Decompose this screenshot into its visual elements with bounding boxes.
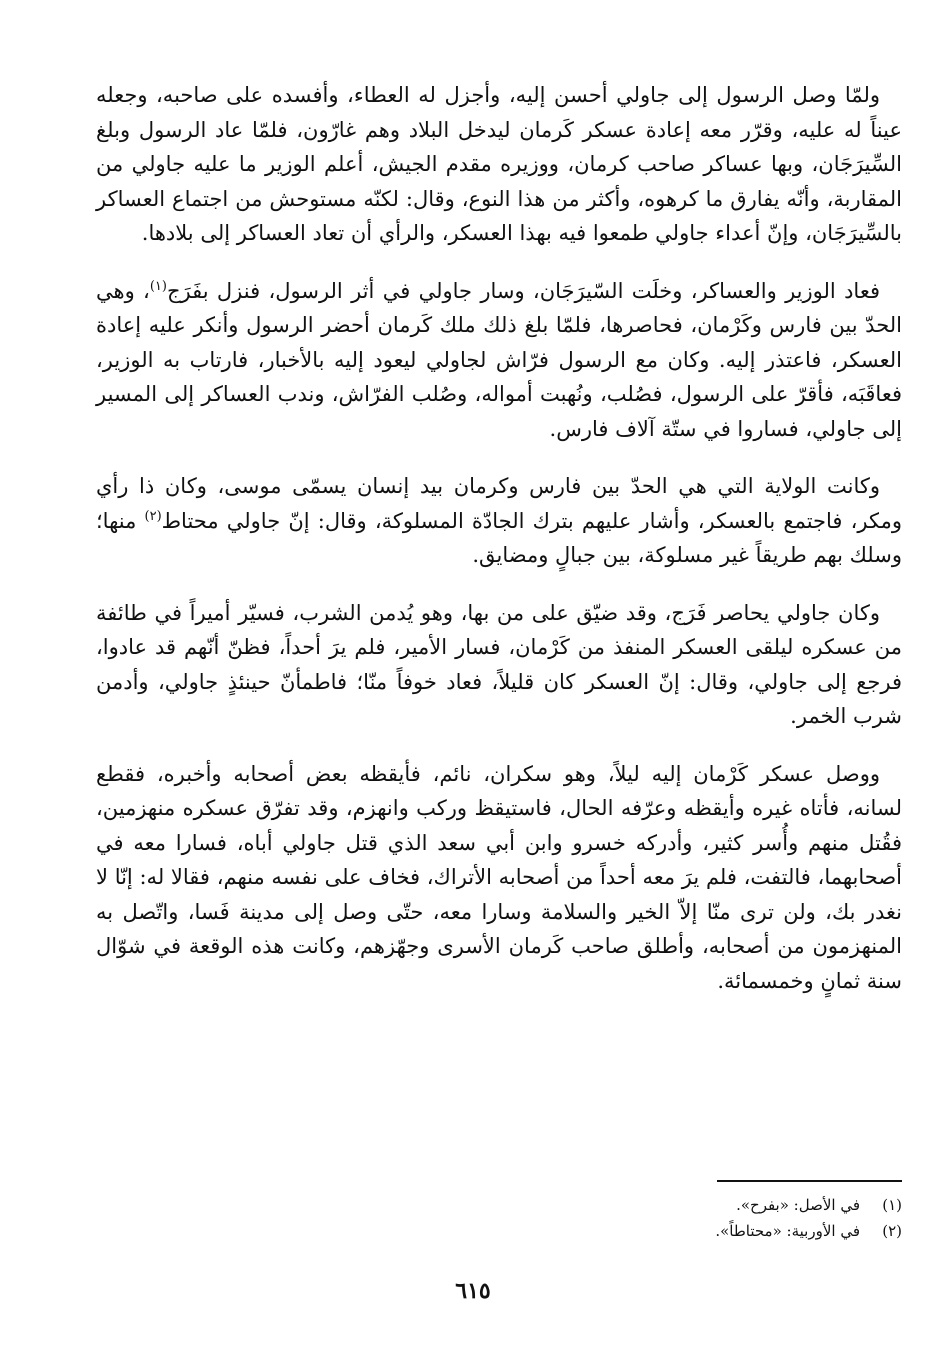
page-body — [96, 78, 902, 1021]
footnote-2-number: (٢) — [882, 1222, 902, 1240]
footnote-2 — [202, 1218, 902, 1244]
footnotes — [202, 1192, 902, 1244]
paragraph-3-text-after-note: منها؛ وسلك بهم طريقاً غير مسلوكة، بين جبالٍ ومضايق. — [96, 508, 902, 567]
paragraph-5-text: ووصل عسكر كَرْمان إليه ليلاً، وهو سكران، نائم، فأيقظه بعض أصحابه وأخبره، فقطع لسانه، فأتاه غيره وأيقظه وعرّفه الحال، فاستيقظ وركب وانهزم، وقد تفرّق عسكره منهزمين، فقُتل منهم وأُسر كثير، وأدركه خسرو وابن أبي سعد الذي قتل جاولي أباه، فسارا معه في أصحابهما، فالتفت، فلم يرَ معه أحداً من أصحابه الأتراك، فخاف على نفسه منهم، فقالا له: إنّا لا نغدر بك، ولن ترى منّا إلاّ الخير والسلامة وسارا معه، حتّى وصل إلى مدينة فَسا، واتّصل به المنهزمون من أصحابه، وأطلق صاحب كَرمان الأسرى وجهّزهم، وكانت هذه الوقعة في شوّال سنة ثمانٍ وخمسمائة. — [96, 761, 903, 993]
footnote-1 — [202, 1192, 902, 1218]
paragraph-2-text-after-note: ، وهي الحدّ بين فارس وكَرْمان، فحاصرها، فلمّا بلغ ذلك ملك كَرمان أحضر الرسول وأنكر عليه إعادة العسكر، فاعتذر إليه. وكان مع الرسول فرّاش لجاولي ليعود إليه بالأخبار، فارتاب به الوزير، فعاقَبَه، فأقرّ على الرسول، فصُلب، ونُهبت أمواله، وصُلب الفرّاش، وندب العساكر إلى المسير إلى جاولي، فساروا في ستّة آلاف فارس. — [96, 278, 902, 441]
footnote-1-text: في الأصل: «بفرح». — [736, 1196, 860, 1214]
paragraph-4-text: وكان جاولي يحاصر فَرَج، وقد ضيّق على من بها، وهو يُدمن الشرب، فسيّر أميراً في طائفة من عسكره ليلقى العسكر المنفذ من كَرْمان، فسار الأمير، فلم يرَ أحداً، فظنّ أنّهم قد عادوا، فرجع إلى جاولي، وقال: إنّ العسكر كان قليلاً، فعاد خوفاً منّا؛ فاطمأنّ حينئذٍ جاولي، وأدمن شرب الخمر. — [96, 600, 902, 728]
footnote-2-text: في الأوربية: «محتاطاً». — [715, 1222, 860, 1240]
footnote-divider — [717, 1180, 902, 1182]
paragraph-4 — [96, 596, 902, 734]
paragraph-1-text: ولمّا وصل الرسول إلى جاولي أحسن إليه، وأجزل له العطاء، وأفسده على صاحبه، وجعله عيناً له عليه، وقرّر معه إعادة عسكر كَرمان ليدخل البلاد وهم غارّون، فلمّا عاد الرسول وبلغ السِّيرَجَان، وبها عساكر صاحب كرمان، ووزيره مقدم الجيش، أعلم الوزير ما عليه جاولي من المقاربة، وأنّه يفارق ما كرهوه، وأكثر من هذا النوع، وقال: لكنّه مستوحش من اجتماع العساكر بالسِّيرَجَان، وإنّ أعداء جاولي طمعوا فيه بهذا العسكر، والرأي أن تعاد العساكر إلى بلادها. — [96, 83, 902, 245]
paragraph-5 — [96, 757, 902, 999]
paragraph-3-text-before-note: وكانت الولاية التي هي الحدّ بين فارس وكرمان بيد إنسان يسمّى موسى، وكان ذا رأي ومكر، فاجتمع بالعسكر، وأشار عليهم بترك الجادّة المسلوكة، وقال: إنّ جاولي محتاط — [96, 474, 902, 533]
footnote-ref-1: (١) — [149, 278, 167, 294]
page-number: ٦١٥ — [455, 1278, 491, 1304]
paragraph-2-text-before-note: فعاد الوزير والعساكر، وخلَت السّيرَجَان، وسار جاولي في أثر الرسول، فنزل بفَرَج — [166, 278, 880, 303]
footnote-1-number: (١) — [882, 1196, 902, 1214]
paragraph-2 — [96, 274, 902, 447]
paragraph-3 — [96, 469, 902, 573]
footnote-ref-2: (٢) — [144, 508, 162, 524]
paragraph-1 — [96, 78, 902, 251]
